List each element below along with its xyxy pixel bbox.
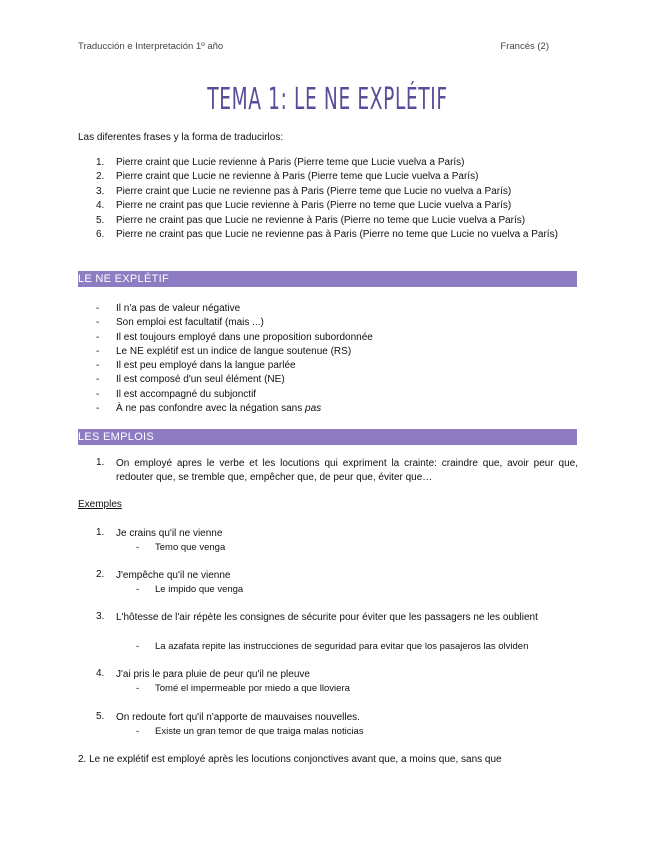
list-item	[96, 214, 586, 228]
example-french: On redoute fort qu'il n'apporte de mauvaises nouvelles.	[116, 712, 360, 723]
example-spanish	[136, 542, 225, 553]
list-text: Pierre ne craint pas que Lucie ne revienne pas à Paris (Pierre no teme que Lucie no vuelva a París)	[116, 229, 558, 241]
example-spanish	[136, 683, 350, 694]
list-item	[96, 359, 373, 373]
list-item	[96, 302, 373, 316]
list-text: Pierre craint que Lucie ne revienne pas à Paris (Pierre teme que Lucie no vuelva a París)	[116, 185, 512, 197]
example-french: L'hôtesse de l'air répète les consignes de sécurite pour éviter que les passagers ne les oublient	[116, 612, 538, 623]
header-course: Traducción e Interpretación 1º año	[78, 41, 224, 52]
list-item	[96, 170, 586, 184]
dash-bullet: -	[96, 388, 100, 400]
list-number: 3.	[96, 185, 105, 197]
examples-label: Exemples	[78, 499, 122, 510]
section-heading-text: LE NE EXPLÉTIF	[78, 273, 170, 285]
dash-bullet: -	[96, 403, 100, 415]
list-item	[96, 228, 586, 242]
dash-bullet: -	[96, 345, 100, 357]
point-two-text: 2. Le ne explétif est employé après les locutions conjonctives avant que, a moins que, sans que	[78, 754, 502, 765]
list-text: Il est composé d'un seul élément (NE)	[116, 374, 285, 386]
dash-bullet: -	[136, 683, 140, 694]
dash-bullet: -	[96, 331, 100, 343]
list-text: Pierre ne craint pas que Lucie revienne à Paris (Pierre no teme que Lucie vuelva a París)	[116, 200, 512, 212]
example-french: J'ai pris le para pluie de peur qu'il ne pleuve	[116, 669, 310, 680]
example-translation: La azafata repite las instrucciones de seguridad para evitar que los pasajeros las olviden	[155, 641, 529, 652]
dash-bullet: -	[136, 726, 140, 737]
example-number: 2.	[96, 569, 105, 580]
list-item	[96, 402, 373, 416]
page-title: TEMA 1: LE NE EXPLÉTIF	[207, 82, 448, 117]
list-text: Il n'a pas de valeur négative	[116, 303, 241, 314]
list-item	[96, 373, 373, 387]
intro-text: Las diferentes frases y la forma de traducirlos:	[78, 132, 284, 143]
list-item	[96, 345, 373, 359]
list-item	[96, 388, 373, 402]
example-number: 1.	[96, 527, 105, 538]
sentences-list	[96, 156, 586, 242]
ne-expletif-list	[96, 302, 373, 416]
example-translation: Le impido que venga	[155, 584, 244, 595]
list-number: 2.	[96, 171, 105, 183]
list-item	[96, 156, 586, 170]
list-number: 1.	[96, 157, 105, 168]
example-translation: Temo que venga	[155, 542, 226, 553]
example-french: Je crains qu'il ne vienne	[116, 528, 223, 539]
dash-bullet: -	[96, 317, 100, 329]
list-text: Il est accompagné du subjonctif	[116, 388, 257, 400]
list-item	[96, 199, 586, 213]
dash-bullet: -	[136, 542, 140, 553]
list-number: 6.	[96, 229, 105, 241]
example-number: 4.	[96, 668, 105, 679]
list-text: Il est toujours employé dans une proposition subordonnée	[116, 331, 373, 343]
section-heading-ne-expletif	[78, 271, 577, 287]
dash-bullet: -	[96, 360, 100, 372]
example-translation: Tomé el impermeable por miedo a que lloviera	[155, 683, 350, 694]
example-french: J'empêche qu'il ne vienne	[116, 570, 231, 581]
list-text-prefix: À ne pas confondre avec la négation sans	[116, 403, 306, 415]
list-text: Le NE explétif est un indice de langue soutenue (RS)	[116, 345, 352, 357]
section-heading-text: LES EMPLOIS	[78, 431, 155, 443]
point-number: 1.	[96, 457, 105, 468]
example-spanish	[136, 641, 528, 652]
list-text: Pierre craint que Lucie ne revienne à Paris (Pierre teme que Lucie vuelva a París)	[116, 171, 479, 183]
example-spanish	[136, 726, 364, 737]
list-number: 4.	[96, 200, 105, 212]
list-number: 5.	[96, 214, 105, 226]
example-number: 5.	[96, 711, 105, 722]
dash-bullet: -	[136, 641, 140, 652]
dash-bullet: -	[96, 303, 100, 314]
italic-word: pas	[305, 403, 322, 415]
list-text: Son emploi est facultatif (mais ...)	[116, 317, 264, 329]
dash-bullet: -	[96, 374, 100, 386]
example-spanish	[136, 584, 243, 595]
list-item	[96, 185, 586, 199]
dash-bullet: -	[136, 584, 140, 595]
list-item	[96, 331, 373, 345]
header-subject: Francés (2)	[500, 41, 549, 52]
list-item	[96, 316, 373, 330]
list-text: Pierre craint que Lucie revienne à Paris (Pierre teme que Lucie vuelva a París)	[116, 157, 465, 168]
example-number: 3.	[96, 611, 105, 622]
section-heading-emplois	[78, 429, 577, 445]
list-text: Il est peu employé dans la langue parlée	[116, 360, 296, 372]
list-text: Pierre ne craint pas que Lucie ne revienne à Paris (Pierre no teme que Lucie vuelva a París)	[116, 214, 526, 226]
example-translation: Existe un gran temor de que traiga malas noticias	[155, 726, 364, 737]
list-text	[116, 402, 321, 416]
point-text: On employé apres le verbe et les locutions qui expriment la crainte: craindre que, avoir peur que, redouter que, se tremble que, empêcher que, de peur que, éviter que…	[116, 458, 578, 483]
